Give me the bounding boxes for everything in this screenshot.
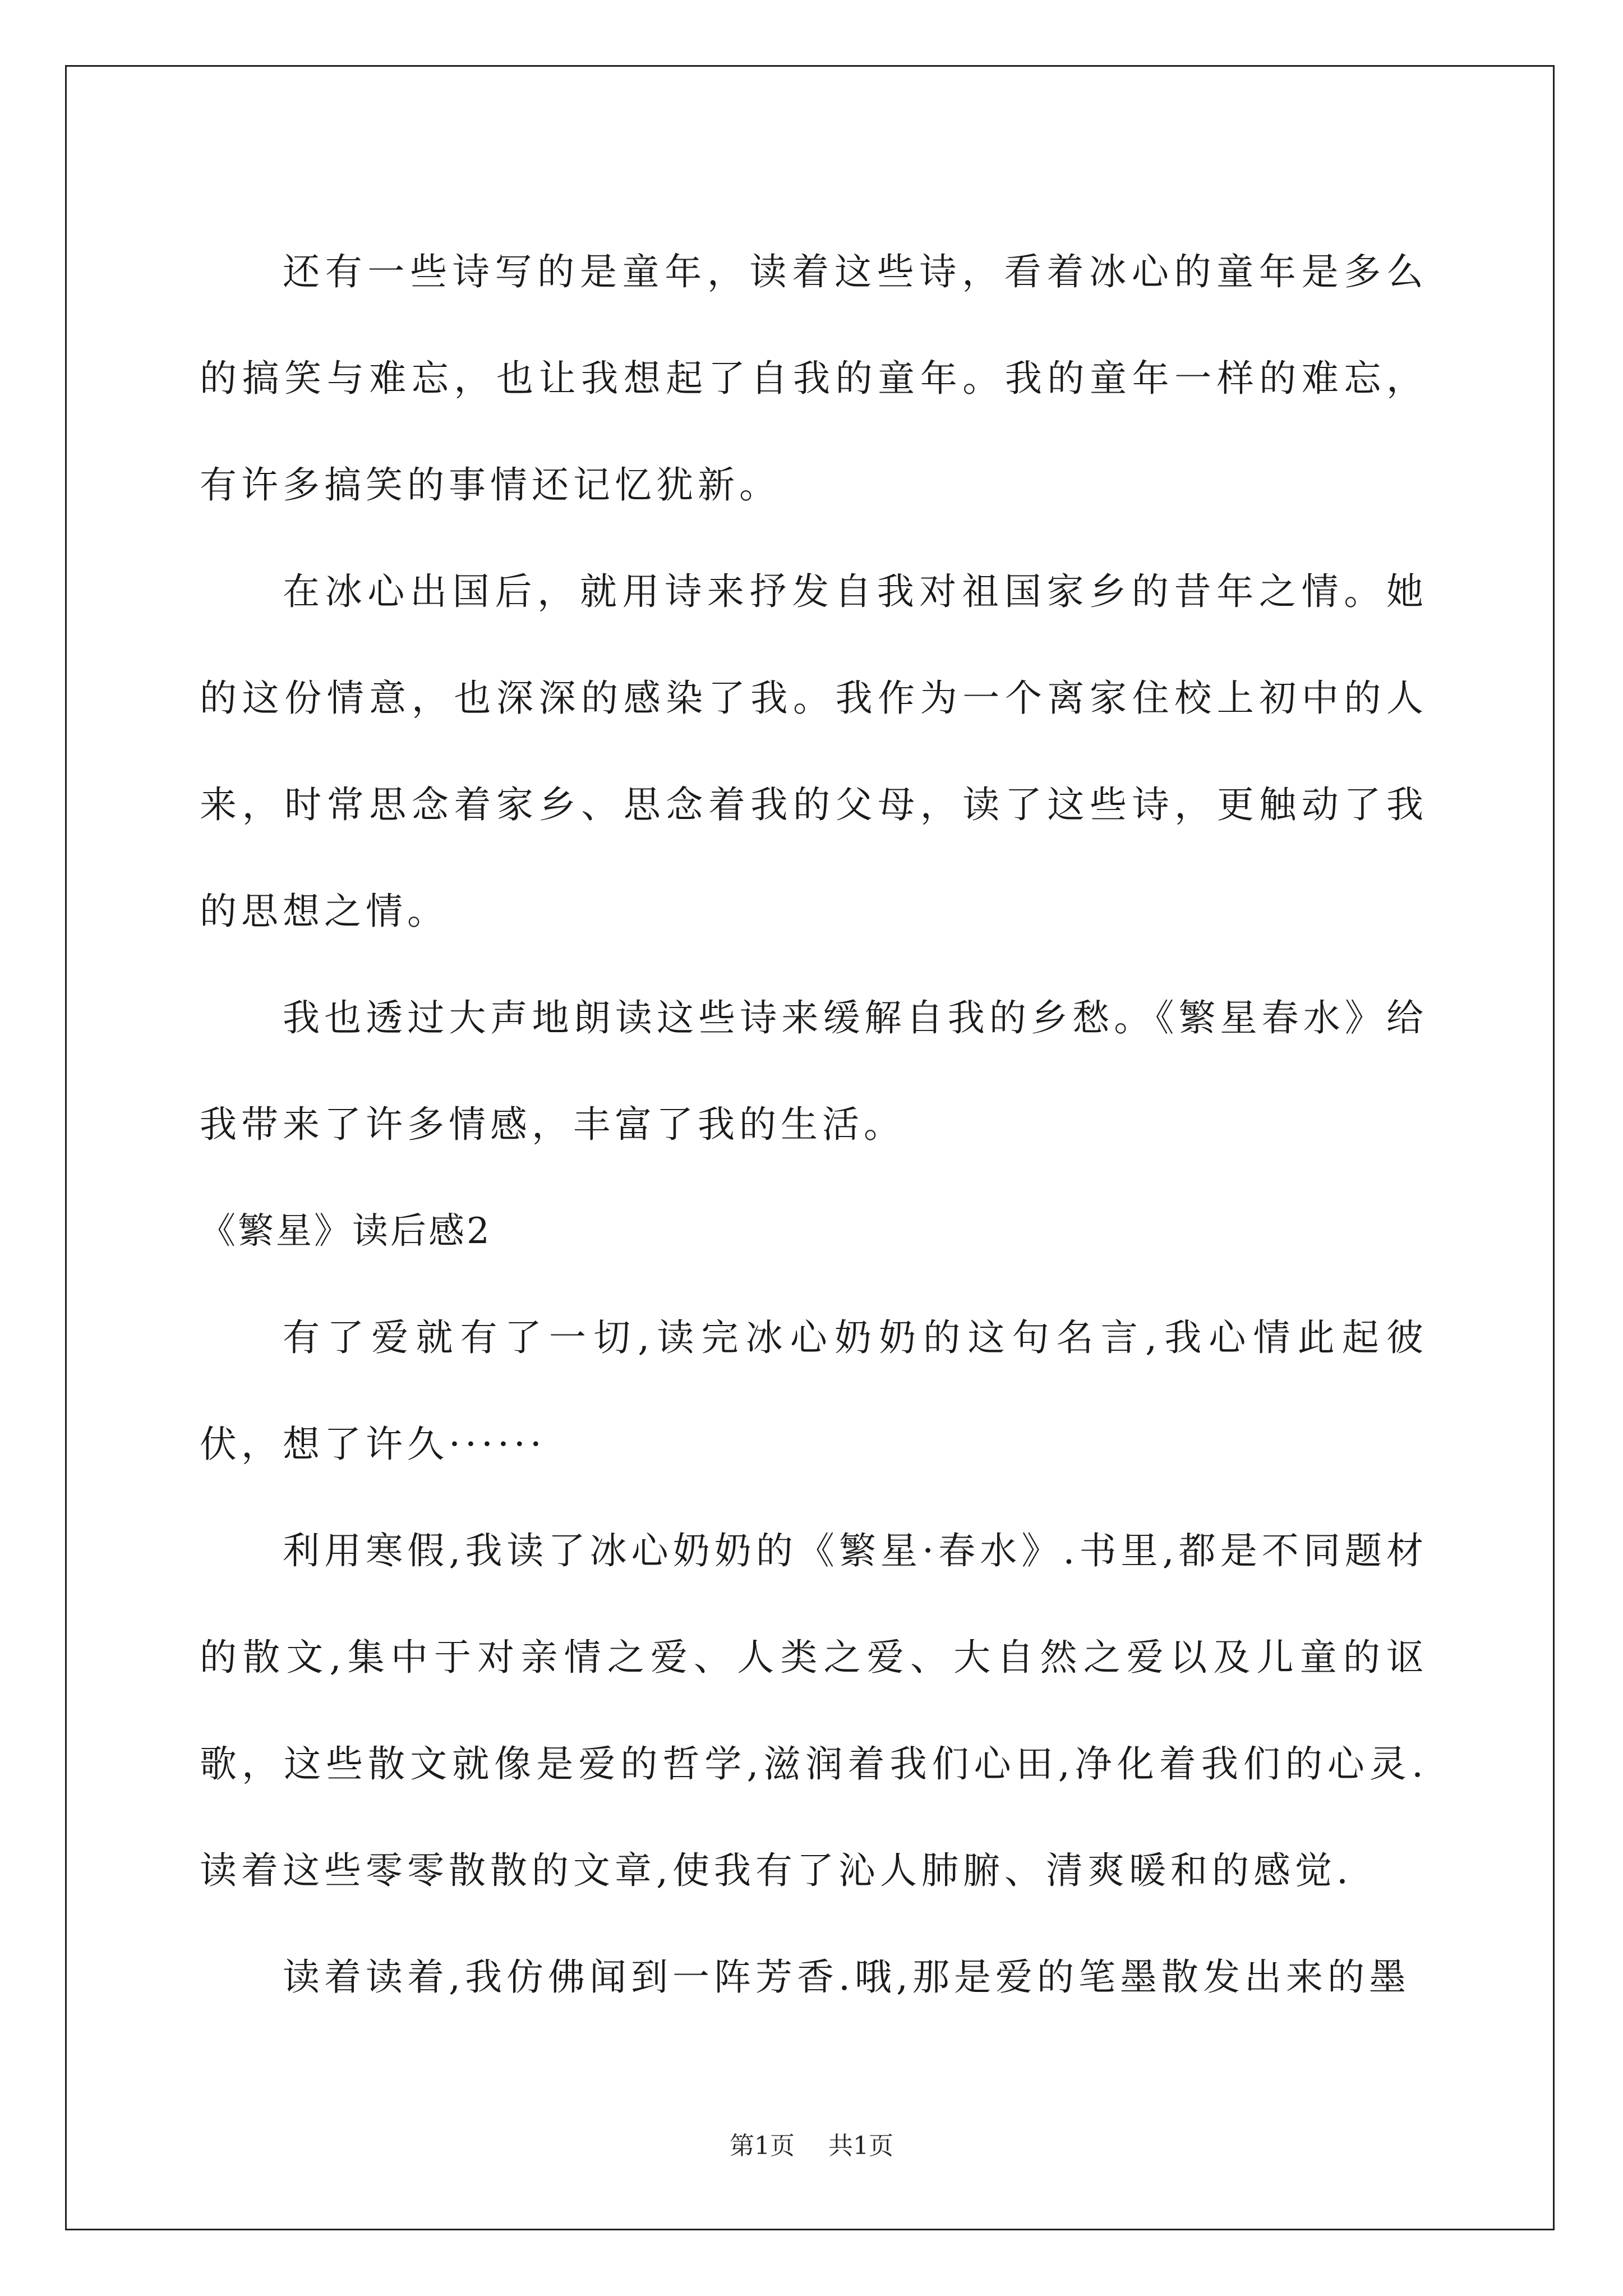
- page-footer: [0, 2129, 1623, 2163]
- paragraph-homesick: 在冰心出国后，就用诗来抒发自我对祖国家乡的昔年之情。她的这份情意，也深深的感染了我。我作为一个离家住校上初中的人来，时常思念着家乡、思念着我的父母，读了这些诗，更触动了我的思想之情。: [200, 570, 1428, 933]
- paragraph-childhood: 还有一些诗写的是童年，读着这些诗，看着冰心的童年是多么的搞笑与难忘，也让我想起了自我的童年。我的童年一样的难忘，有许多搞笑的事情还记忆犹新。: [200, 250, 1428, 507]
- page-total: 共1页: [828, 2132, 893, 2160]
- paragraph-reading-aloud: 我也透过大声地朗读这些诗来缓解自我的乡愁。《繁星春水》给我带来了许多情感，丰富了我的生活。: [200, 996, 1428, 1146]
- page-number: 第1页: [730, 2132, 795, 2160]
- paragraph-fragrance: 读着读着,我仿佛闻到一阵芳香.哦,那是爱的笔墨散发出来的墨: [283, 1955, 1410, 1999]
- paragraph-love-quote: 有了爱就有了一切,读完冰心奶奶的这句名言,我心情此起彼伏，想了许久······: [200, 1316, 1428, 1466]
- paragraph-winter-break: 利用寒假,我读了冰心奶奶的《繁星·春水》.书里,都是不同题材的散文,集中于对亲情之爱、人类之爱、大自然之爱以及儿童的讴歌，这些散文就像是爱的哲学,滋润着我们心田,净化着我们的心灵.读着这些零零散散的文章,使我有了沁人肺腑、清爽暖和的感觉.: [200, 1529, 1428, 1892]
- document-body: [200, 219, 1428, 2031]
- section-heading: 《繁星》读后感2: [200, 1211, 492, 1252]
